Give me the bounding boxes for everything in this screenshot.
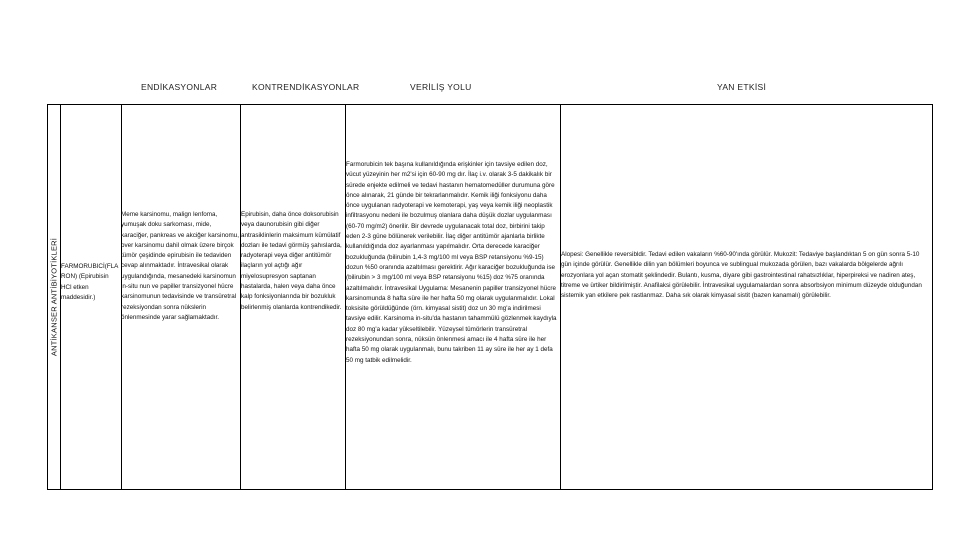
header-kontrendikasyonlar: KONTRENDİKASYONLAR (252, 82, 360, 92)
category-label-text: ANTİKANSER ANTİBİYOTİKLERİ (49, 237, 58, 357)
header-yan-etkisi: YAN ETKİSİ (717, 82, 767, 92)
header-verilis-yolu: VERİLİŞ YOLU (410, 82, 472, 92)
indications-cell (121, 210, 239, 323)
side-effects-cell (561, 250, 931, 301)
contraindications-text: Epirubisin, daha önce doksorubisin veya daunorubisin gibi diğer antrasiklinlerin maksimum kümülatif dozları ile tedavi görmüş şahıslarda, radyoterapi veya diğer antitümör ilaçların yol açtığı ağır miyelosupresyon saptanan hastalarda, halen veya daha önce kalp fonksiyonlarında bir bozukluk belirlenmiş olanlarda kontrendikedir. (241, 211, 342, 311)
side-effects-text: Alopesi: Genellikle reversibldir. Tedavi edilen vakaların %60-90'ında görülür. Mukozit: Tedaviye başlandıktan 5 on gün sonra 5-10 gün içinde görülür. Genellikle dilin yan bölümleri boyunca ve sublingual mukozada görülen, bazı vakalarda bölgelerde ağrılı erozyonlara yol açan stomatit şeklindedir. Bulantı, kusma, diyare gibi gastrointestinal rahatsızlıklar, hiperpireksi ve nadiren ateş, titreme ve ürtiker bildirilmiştir. Anafilaksi görülebilir. İntravesikal uygulamalardan sonra absorbsiyon minimum düzeyde olduğundan sistemik yan etkilere pek rastlanmaz. Daha sık olarak kimyasal sistit (bazen kanamalı) görülebilir. (561, 251, 922, 300)
administration-text: Farmorubicin tek başına kullanıldığında erişkinler için tavsiye edilen doz, vücut yüzeyinin her m2'si için 60-90 mg dır. İlaç i.v. olarak 3-5 dakikalık bir sürede enjekte edilmeli ve tedavi hastanın hematomedüller durumuna göre önce alınarak, 21 günde bir tekrarlanmalıdır. Kemik iliği fonksiyonu daha önce uygulanan radyoterapi ve kemoterapi, yaş veya kemik iliği neoplastik infiltrasyonu nedeni ile bozulmuş olanlara daha düşük dozlar uygulanması (60-70 mg/m2) önerilir. Bir devrede uygulanacak total doz, birbirini takip eden 2-3 güne bölünerek verilebilir. İlaç diğer antitümör ajanlarla birlikte kullanıldığında doz ayarlanması yapılmalıdır. Orta derecede karaciğer bozukluğunda (bilirubin 1,4-3 mg/100 ml veya BSP retansiyonu %9-15) dozun %50 oranında azaltılması gerektirir. Ağır karaciğer bozukluğunda ise (bilirubin > 3 mg/100 ml veya BSP retansiyonu %15) doz %75 oranında azaltılmalıdır. İntravesikal Uygulama: Mesanenin papiller transizyonel hücre karsinomunda 8 hafta süre ile her hafta 50 mg olarak uygulanmalıdır. Lokal toksisite görüldüğünde (örn. kimyasal sistit) doz un 30 mg'a indirilmesi tavsiye edilir. Karsinoma in-situ'da hastanın tahammülü gözlenmek kaydıyla doz 80 mg'a kadar yükseltilebilir. Yüzeysel tümörlerin transüretral rezeksiyonundan sonra, nüksün önlenmesi amacı ile 4 hafta süre ile her hafta 50 mg olarak uygulanmalı, bunu takriben 11 ay süre ile her ay 1 defa 50 mg tatbik edilmelidir. (346, 161, 557, 364)
drug-name-cell (61, 262, 120, 303)
category-label (47, 104, 60, 490)
indications-text: Meme karsinomu, malign lenfoma, yumuşak doku sarkoması, mide, karaciğer, pankreas ve akciğer karsinomu, over karsinomu dahil olmak üzere birçok tümör çeşidinde epirubisin ile tedaviden cevap alınmaktadır. İntravesikal olarak uygulandığında, mesanedeki karsinomun in-situ nun ve papiller transizyonel hücre karsinomunun tedavisinde ve transüretral rezeksiyondan sonra nükslerin önlenmesinde yarar sağlamaktadır. (121, 211, 239, 321)
contraindications-cell (241, 210, 344, 313)
header-endikasyonlar: ENDİKASYONLAR (141, 82, 218, 92)
drug-name: FARMORUBICİ(FLA RON) (Epirubisin HCl etken maddesidir.) (61, 263, 119, 301)
administration-cell (346, 160, 558, 366)
